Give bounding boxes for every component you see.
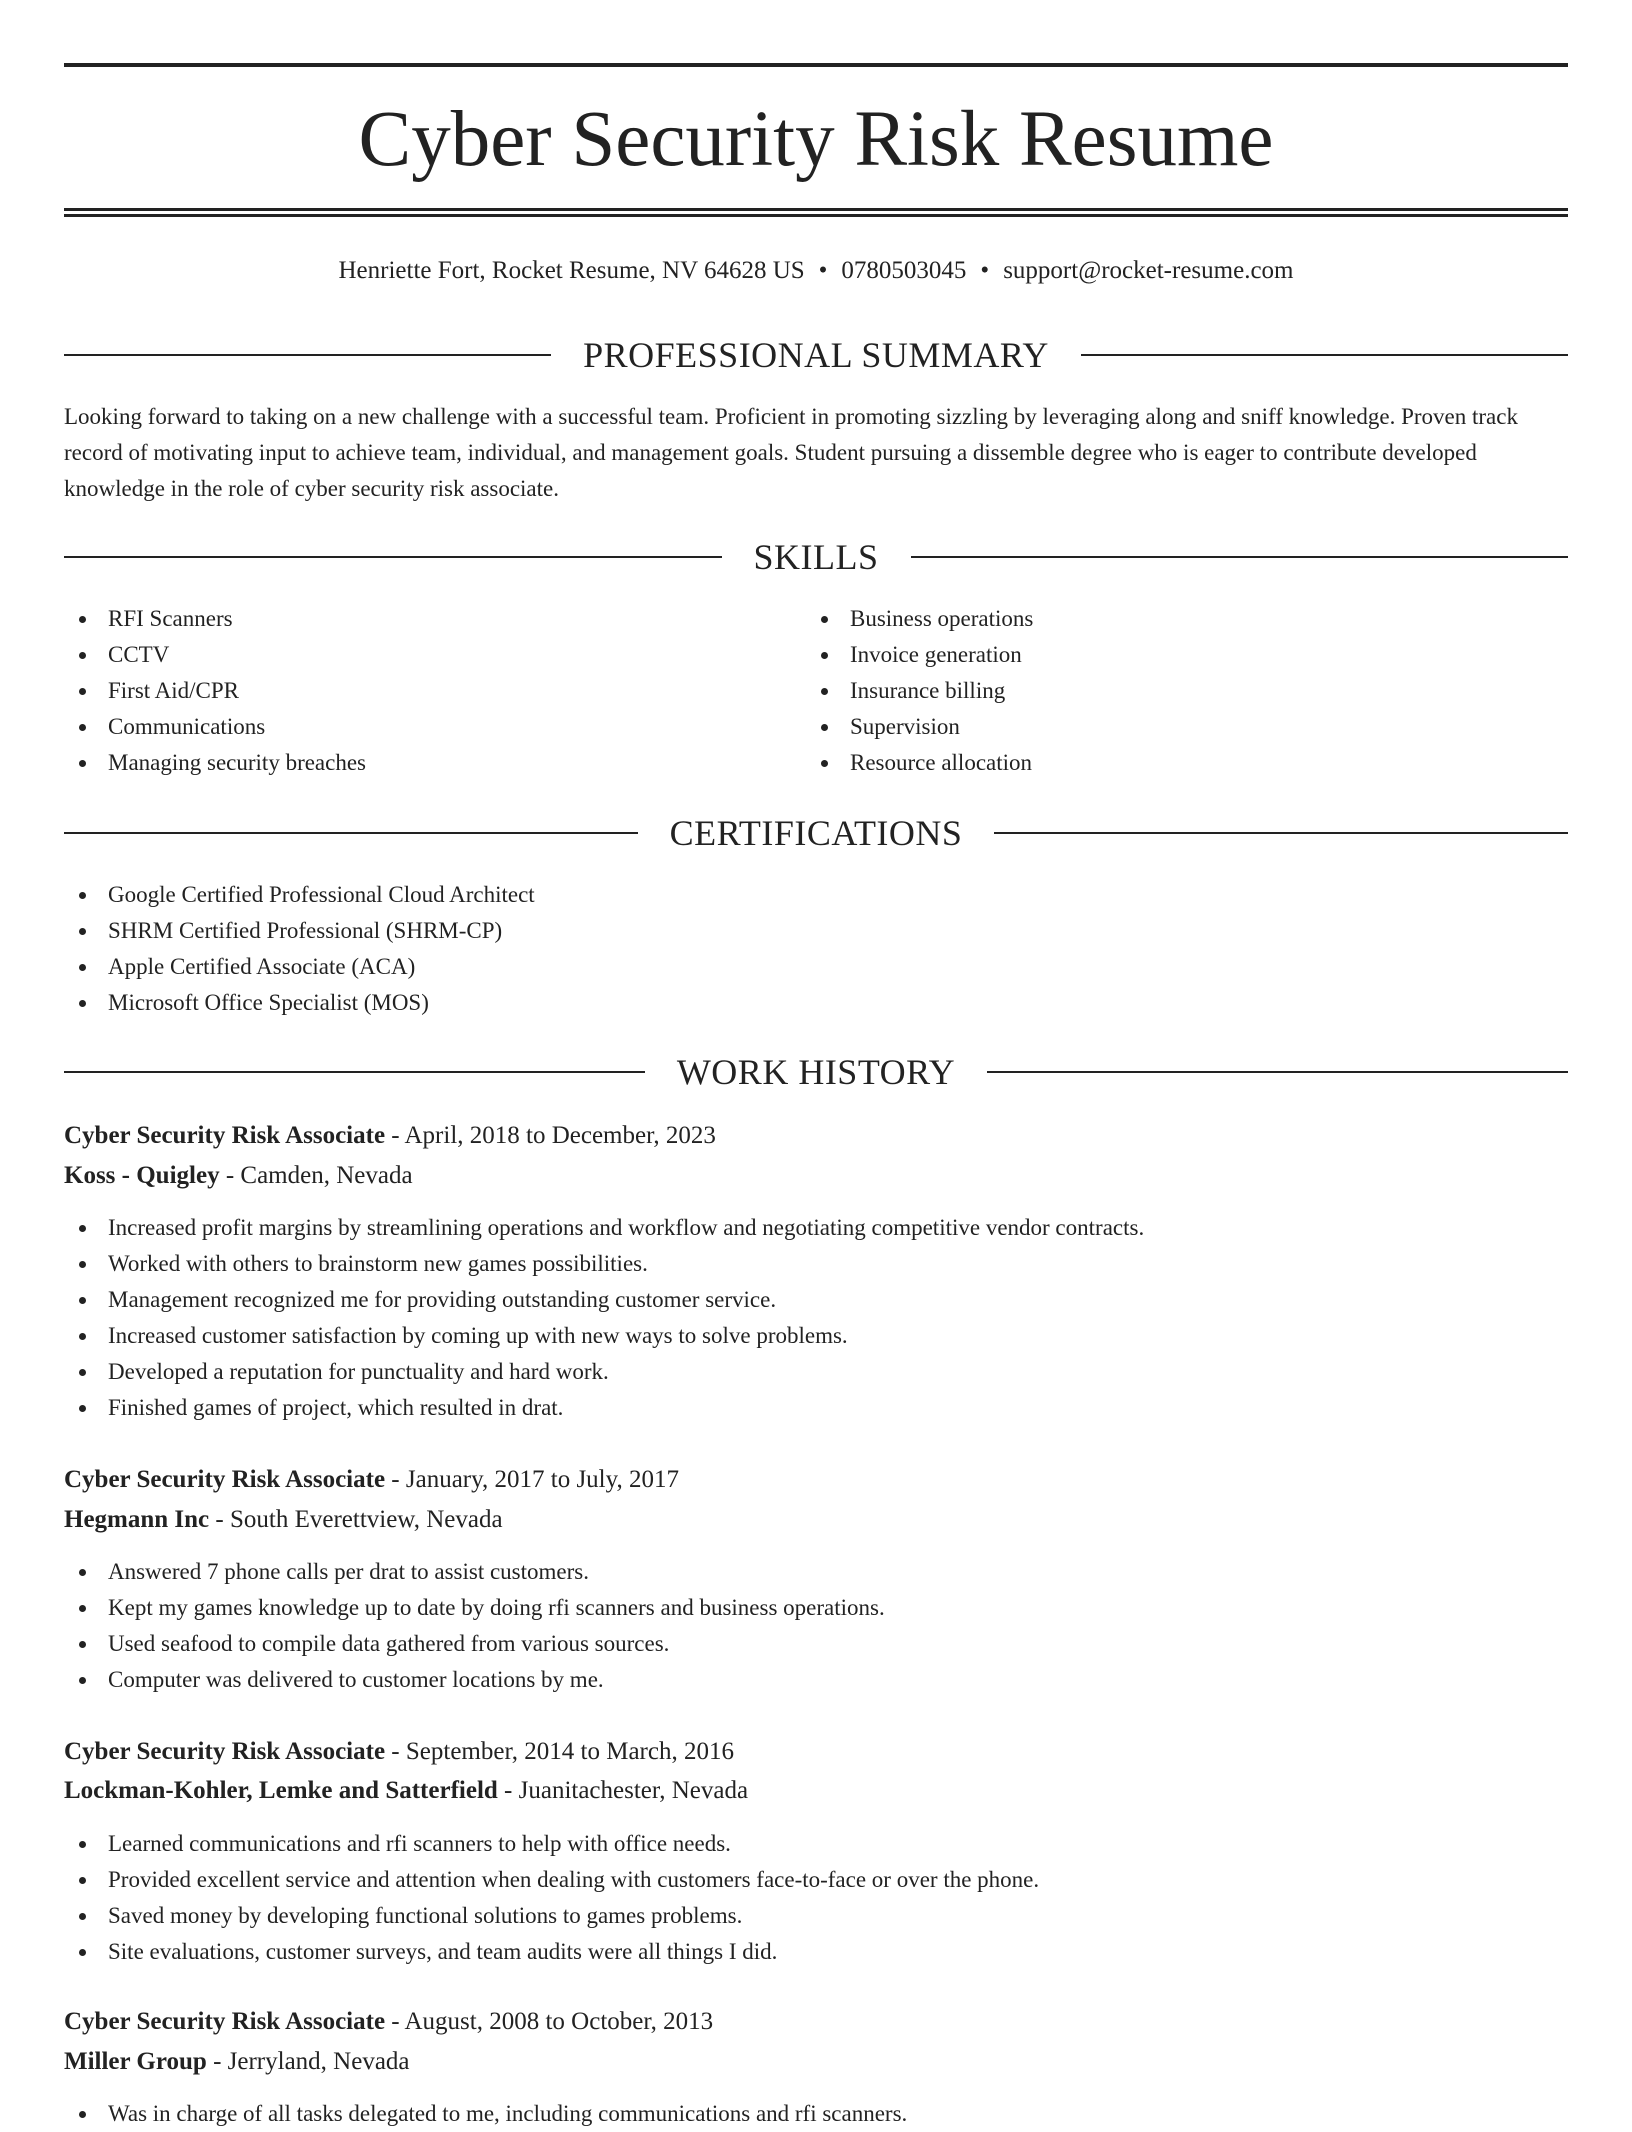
skills-list-left (64, 601, 804, 781)
job-bullet: Used seafood to compile data gathered from various sources. (64, 1626, 1568, 1662)
job-company-line (64, 1158, 1568, 1194)
section-header-skills (64, 534, 1568, 580)
skill-item: Insurance billing (806, 673, 1546, 709)
title-double-rule (64, 208, 1568, 217)
job-bullet: Finished games of project, which resulted in drat. (64, 1390, 1568, 1426)
job-bullet: Worked with others to brainstorm new games possibilities. (64, 1246, 1568, 1282)
certification-item: SHRM Certified Professional (SHRM-CP) (64, 913, 1568, 949)
job-company-line (64, 2044, 1568, 2080)
job-bullet: Was in charge of all tasks delegated to me, including communications and rfi scanners. (64, 2096, 1568, 2132)
section-rule (64, 1071, 645, 1073)
section-rule (994, 832, 1568, 834)
section-header-summary (64, 332, 1568, 378)
section-title: SKILLS (753, 537, 879, 577)
job-location: - South Everettview, Nevada (209, 1506, 503, 1533)
job-bullets (64, 1826, 1568, 1970)
job-company: Miller Group (64, 2048, 207, 2075)
section-rule (64, 556, 722, 558)
job-title-line (64, 1462, 1568, 1498)
resume-title: Cyber Security Risk Resume (358, 96, 1274, 183)
skill-item: Communications (64, 709, 804, 745)
job-bullet: Kept my games knowledge up to date by doing rfi scanners and business operations. (64, 1590, 1568, 1626)
job-bullet: Computer was delivered to customer locations by me. (64, 1662, 1568, 1698)
job-company: Lockman-Kohler, Lemke and Satterfield (64, 1777, 498, 1804)
section-rule (64, 354, 551, 356)
job-bullet: Answered 7 phone calls per drat to assist customers. (64, 1554, 1568, 1590)
job-bullet: Developed a reputation for punctuality and hard work. (64, 1354, 1568, 1390)
contact-email: support@rocket-resume.com (1003, 257, 1294, 284)
skill-item: Managing security breaches (64, 745, 804, 781)
job-bullet: Provided excellent service and attention when dealing with customers face-to-face or over the phone. (64, 1862, 1568, 1898)
job-dates: - September, 2014 to March, 2016 (385, 1738, 734, 1765)
job-bullets (64, 2096, 1568, 2126)
certifications-list (64, 877, 1568, 1021)
contact-line (64, 254, 1568, 288)
job-title-line (64, 1118, 1568, 1154)
job-company: Hegmann Inc (64, 1506, 210, 1533)
skill-item: Supervision (806, 709, 1546, 745)
job-bullet: Saved money by developing functional solutions to games problems. (64, 1898, 1568, 1934)
job-company: Koss - Quigley (64, 1162, 220, 1189)
skill-item: Invoice generation (806, 637, 1546, 673)
contact-separator: • (980, 257, 990, 284)
job-title: Cyber Security Risk Associate (64, 1466, 386, 1493)
certification-item: Apple Certified Associate (ACA) (64, 949, 1568, 985)
skill-item: First Aid/CPR (64, 673, 804, 709)
section-rule (987, 1071, 1568, 1073)
section-header-certifications (64, 810, 1568, 856)
job-dates: - January, 2017 to July, 2017 (385, 1466, 679, 1493)
job-bullets (64, 1210, 1568, 1426)
certification-item: Microsoft Office Specialist (MOS) (64, 985, 1568, 1021)
job-title-line (64, 1734, 1568, 1770)
certification-item: Google Certified Professional Cloud Architect (64, 877, 1568, 913)
section-title: PROFESSIONAL SUMMARY (583, 335, 1049, 375)
section-rule (64, 832, 638, 834)
job-title-line (64, 2004, 1568, 2040)
skills-list-right (806, 601, 1546, 781)
job-bullets (64, 1554, 1568, 1698)
summary-text: Looking forward to taking on a new challenge with a successful team. Proficient in promoting sizzling by leveraging along and sniff knowledge. Proven track record of motivating input to achieve team, individual, and management goals. Student pursuing a dissemble degree who is eager to contribute developed knowledge in the role of cyber security risk associate. (64, 404, 1518, 501)
job-company-line (64, 1773, 1568, 1809)
section-title: WORK HISTORY (676, 1052, 956, 1092)
contact-separator: • (818, 257, 828, 284)
section-rule (911, 556, 1569, 558)
top-rule (64, 63, 1568, 67)
job-bullet: Site evaluations, customer surveys, and team audits were all things I did. (64, 1934, 1568, 1970)
job-title: Cyber Security Risk Associate (64, 1122, 386, 1149)
skill-item: Resource allocation (806, 745, 1546, 781)
skill-item: RFI Scanners (64, 601, 804, 637)
job-title: Cyber Security Risk Associate (64, 2008, 386, 2035)
job-title: Cyber Security Risk Associate (64, 1738, 386, 1765)
job-dates: - April, 2018 to December, 2023 (385, 1122, 716, 1149)
section-rule (1081, 354, 1568, 356)
section-header-work-history (64, 1049, 1568, 1095)
skill-item: CCTV (64, 637, 804, 673)
job-dates: - August, 2008 to October, 2013 (385, 2008, 714, 2035)
skill-item: Business operations (806, 601, 1546, 637)
job-bullet: Increased customer satisfaction by coming up with new ways to solve problems. (64, 1318, 1568, 1354)
job-bullet: Management recognized me for providing outstanding customer service. (64, 1282, 1568, 1318)
job-location: - Camden, Nevada (219, 1162, 413, 1189)
contact-phone: 0780503045 (841, 257, 967, 284)
section-title: CERTIFICATIONS (669, 813, 963, 853)
contact-address: Henriette Fort, Rocket Resume, NV 64628 US (338, 257, 805, 284)
job-bullet: Increased profit margins by streamlining operations and workflow and negotiating competitive vendor contracts. (64, 1210, 1568, 1246)
job-location: - Jerryland, Nevada (206, 2048, 410, 2075)
job-bullet: Learned communications and rfi scanners to help with office needs. (64, 1826, 1568, 1862)
job-location: - Juanitachester, Nevada (497, 1777, 749, 1804)
job-company-line (64, 1502, 1568, 1538)
